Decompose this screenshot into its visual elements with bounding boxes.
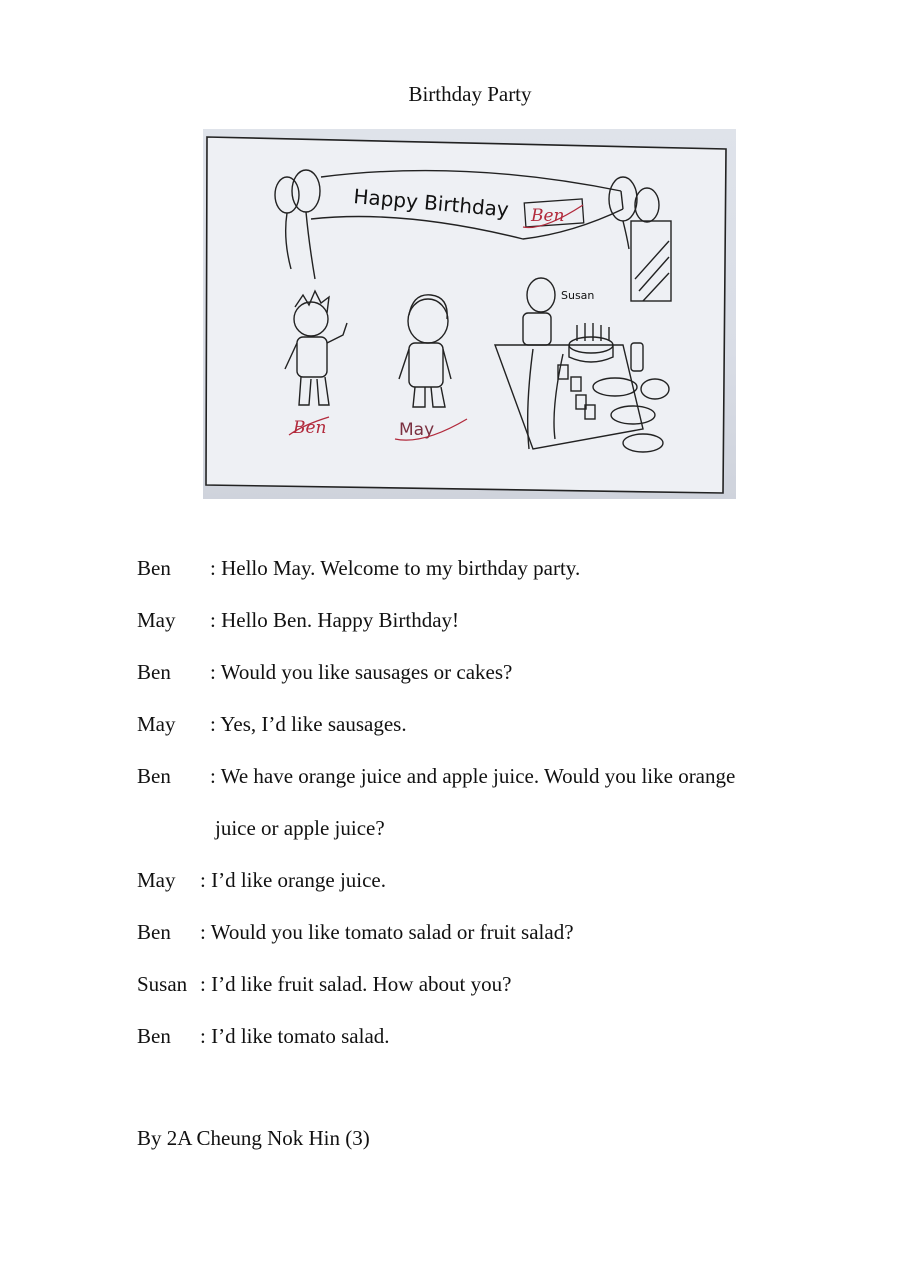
label-ben: Ben — [293, 418, 327, 438]
dialogue-line — [137, 868, 386, 893]
dialogue-text: : We have orange juice and apple juice. Would you like orange — [210, 764, 736, 788]
speaker-name: Ben — [137, 1024, 171, 1048]
speaker-name: Ben — [137, 556, 171, 580]
dialogue-text: : I’d like fruit salad. How about you? — [200, 972, 512, 996]
byline: By 2A Cheung Nok Hin (3) — [137, 1126, 370, 1150]
dialogue-line — [137, 660, 512, 685]
dialogue-text: : Hello Ben. Happy Birthday! — [210, 608, 460, 632]
dialogue-text: : Hello May. Welcome to my birthday party. — [210, 556, 581, 580]
dialogue-line — [137, 816, 385, 841]
speaker-name: Ben — [137, 764, 171, 788]
dialogue-line — [137, 764, 735, 789]
dialogue-text: : Would you like sausages or cakes? — [210, 660, 513, 684]
speaker-name: Ben — [137, 660, 171, 684]
dialogue-text: : Would you like tomato salad or fruit salad? — [200, 920, 574, 944]
dialogue-text: : Yes, I’d like sausages. — [210, 712, 407, 736]
dialogue-line — [137, 1024, 390, 1049]
dialogue-text: : I’d like tomato salad. — [200, 1024, 390, 1048]
drawing-photo — [203, 129, 736, 499]
dialogue-line — [137, 556, 580, 581]
page-title: Birthday Party — [408, 82, 532, 106]
dialogue-text: juice or apple juice? — [215, 816, 385, 840]
speaker-name: May — [137, 712, 176, 736]
speaker-name: May — [137, 608, 176, 632]
dialogue-line — [137, 608, 459, 633]
dialogue-line — [137, 972, 511, 997]
label-may: May — [399, 420, 435, 440]
dialogue-line — [137, 712, 407, 737]
dialogue-line — [137, 920, 574, 945]
party-drawing — [203, 129, 736, 499]
speaker-name: Susan — [137, 972, 188, 996]
banner-text: Happy Birthday — [352, 184, 510, 222]
speaker-name: May — [137, 868, 176, 892]
label-susan: Susan — [561, 289, 595, 302]
dialogue-text: : I’d like orange juice. — [200, 868, 387, 892]
banner-name: Ben — [531, 206, 565, 226]
speaker-name: Ben — [137, 920, 171, 944]
